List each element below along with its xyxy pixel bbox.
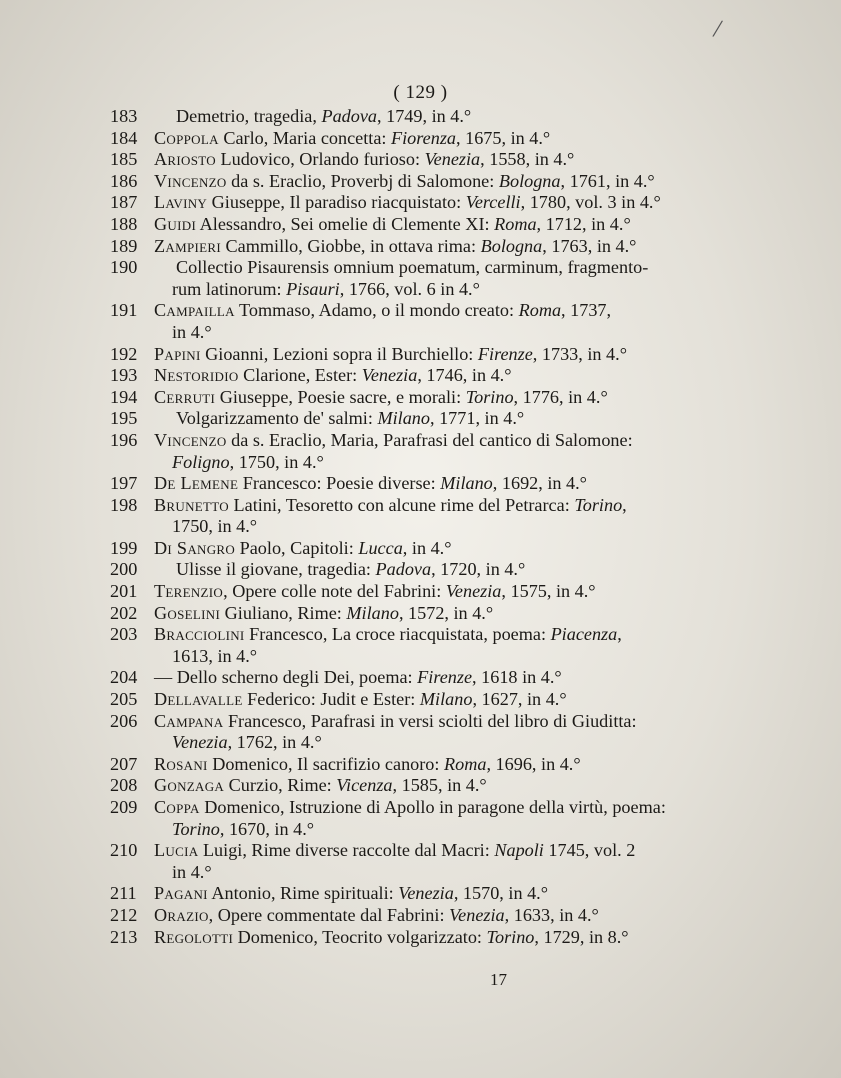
entry-number: 184	[110, 127, 138, 148]
catalog-entry	[110, 257, 750, 300]
entry-continuation: in 4.°	[172, 861, 212, 882]
catalog-entry	[110, 214, 750, 236]
entry-author: Papini	[154, 343, 201, 364]
entry-place: Venezia	[424, 149, 481, 170]
entry-text	[154, 495, 750, 517]
entry-place: Padova	[375, 559, 432, 580]
entry-continuation: 1750, in 4.°	[172, 516, 258, 537]
entry-place: Venezia	[172, 732, 228, 753]
entry-imprint: , 1627, in 4.°	[472, 689, 567, 710]
entry-text	[154, 905, 750, 927]
entry-text	[154, 883, 750, 905]
catalog-entry	[110, 538, 750, 560]
entry-title: — Dello scherno degli Dei, poema:	[154, 667, 413, 688]
entry-number: 213	[110, 926, 138, 947]
entry-continuation: rum latinorum: Pisauri, 1766, vol. 6 in 4.°	[172, 278, 480, 299]
entry-place: Roma	[518, 300, 562, 321]
entry-number: 198	[110, 494, 138, 515]
entry-text	[154, 192, 750, 214]
catalog-entry	[110, 840, 750, 883]
entry-author: Campana	[154, 710, 224, 731]
entry-author: Terenzio	[154, 581, 224, 602]
entry-title: Domenico, Istruzione di Apollo in paragone della virtù, poema:	[204, 797, 666, 817]
catalog-entry	[110, 473, 750, 495]
entry-place: Padova	[321, 106, 378, 126]
catalog-entry	[110, 106, 750, 128]
entry-author: Rosani	[154, 753, 208, 774]
entry-text	[154, 754, 750, 776]
entry-imprint: ,	[617, 624, 622, 645]
entry-text	[154, 257, 750, 279]
entry-continuation: Foligno, 1750, in 4.°	[172, 451, 324, 472]
entry-author: Regolotti	[154, 926, 234, 947]
catalog-entry	[110, 344, 750, 366]
entry-imprint: , 1585, in 4.°	[392, 775, 487, 796]
catalog-entry	[110, 495, 750, 538]
entry-text	[154, 214, 750, 236]
entry-number: 192	[110, 343, 138, 364]
entry-text	[154, 106, 750, 128]
entry-text	[154, 581, 750, 603]
entry-place: Venezia	[361, 365, 418, 386]
entry-number: 212	[110, 904, 138, 925]
entry-text	[154, 149, 750, 171]
entry-imprint: , 1729, in 8.°	[534, 926, 629, 947]
entry-number: 194	[110, 386, 138, 407]
entry-place: Venezia	[445, 581, 502, 602]
entry-place: Firenze	[477, 343, 533, 364]
entry-title: Francesco: Poesie diverse:	[242, 473, 436, 494]
catalog-entry	[110, 149, 750, 171]
entry-title: Gioanni, Lezioni sopra il Burchiello:	[205, 343, 474, 364]
catalog-entry	[110, 905, 750, 927]
entry-place: Bologna	[498, 170, 561, 191]
entry-place: Fiorenza	[391, 127, 457, 148]
entry-imprint: , 1749, in 4.°	[377, 106, 472, 126]
catalog-entry	[110, 300, 750, 343]
catalog-entry	[110, 192, 750, 214]
entry-text	[154, 365, 750, 387]
entry-imprint: , 1763, in 4.°	[542, 235, 637, 256]
entry-number: 195	[110, 408, 138, 429]
entry-number: 209	[110, 797, 138, 817]
entry-text	[154, 840, 750, 862]
catalog-entries	[110, 106, 750, 948]
entry-continuation: in 4.°	[172, 321, 212, 342]
entry-author: Guidi	[154, 213, 197, 234]
entry-author: Coppola	[154, 127, 219, 148]
entry-author: Bracciolini	[154, 624, 245, 645]
entry-number: 206	[110, 710, 138, 731]
entry-author: Pagani	[154, 883, 208, 904]
page-header: ( 129 )	[393, 82, 448, 103]
entry-title: Alessandro, Sei omelie di Clemente XI:	[199, 213, 490, 234]
entry-place: Pisauri	[286, 278, 340, 299]
entry-place: Milano	[419, 689, 473, 710]
entry-number: 183	[110, 106, 138, 126]
entry-imprint: , 1780, vol. 3 in 4.°	[520, 192, 661, 213]
entry-imprint: , 1771, in 4.°	[429, 408, 525, 429]
entry-number: 203	[110, 624, 138, 645]
entry-title: Carlo, Maria concetta:	[223, 127, 387, 148]
entry-author: De Lemene	[154, 473, 239, 494]
catalog-entry	[110, 927, 750, 949]
entry-author: Laviny	[154, 192, 208, 213]
entry-place: Roma	[444, 753, 487, 774]
entry-number: 205	[110, 689, 138, 710]
entry-imprint: , 1761, in 4.°	[560, 170, 655, 191]
entry-title: Giuseppe, Poesie sacre, e morali:	[219, 386, 462, 407]
entry-imprint: , 1696, in 4.°	[486, 753, 581, 774]
entry-author: Ariosto	[154, 149, 216, 170]
entry-place: Piacenza	[550, 624, 618, 645]
entry-number: 207	[110, 753, 138, 774]
entry-imprint: , 1692, in 4.°	[492, 473, 587, 494]
entry-place: Venezia	[449, 904, 505, 925]
entry-place: Torino	[172, 818, 220, 839]
entry-title: Tommaso, Adamo, o il mondo creato:	[239, 300, 515, 321]
entry-continuation: Torino, 1670, in 4.°	[172, 818, 315, 839]
catalog-entry	[110, 387, 750, 409]
entry-imprint: , 1712, in 4.°	[536, 213, 631, 234]
entry-imprint: , 1733, in 4.°	[532, 343, 627, 364]
entry-place: Milano	[346, 602, 399, 623]
entry-place: Vicenza	[336, 775, 393, 796]
entry-number: 201	[110, 581, 138, 602]
entry-text	[154, 603, 750, 625]
entry-number: 204	[110, 667, 138, 688]
catalog-entry	[110, 754, 750, 776]
entry-author: Goselini	[154, 602, 221, 623]
entry-number: 193	[110, 365, 138, 386]
entry-text	[154, 927, 750, 949]
entry-title: Francesco, La croce riacquistata, poema:	[249, 624, 547, 645]
catalog-entry	[110, 711, 750, 754]
entry-title: Giuliano, Rime:	[224, 602, 342, 623]
entry-author: Di Sangro	[154, 537, 236, 558]
entry-title: Ludovico, Orlando furioso:	[220, 149, 421, 170]
entry-number: 202	[110, 602, 138, 623]
corner-mark: /	[710, 13, 725, 44]
entry-place: Napoli	[494, 840, 544, 861]
entry-number: 208	[110, 775, 138, 796]
entry-number: 210	[110, 840, 138, 861]
entry-place: Torino	[465, 386, 514, 407]
entry-text	[154, 538, 750, 560]
entry-imprint: 1745, vol. 2	[543, 840, 636, 861]
entry-author: Dellavalle	[154, 689, 243, 710]
entry-number: 187	[110, 192, 138, 213]
entry-number: 185	[110, 149, 138, 170]
entry-imprint: , 1618 in 4.°	[472, 667, 562, 688]
entry-title: Volgarizzamento de' salmi:	[176, 408, 373, 429]
entry-number: 200	[110, 559, 138, 580]
entry-text	[154, 711, 750, 733]
entry-text	[154, 775, 750, 797]
entry-number: 211	[110, 883, 137, 904]
entry-imprint: , in 4.°	[402, 537, 452, 558]
entry-title: , Opere commentate dal Fabrini:	[208, 904, 445, 925]
catalog-entry	[110, 581, 750, 603]
entry-text	[154, 408, 750, 430]
entry-title: da s. Eraclio, Proverbj di Salomone:	[231, 170, 495, 191]
catalog-entry	[110, 797, 750, 840]
entry-title: Antonio, Rime spirituali:	[211, 883, 394, 904]
entry-author: Lucia	[154, 840, 199, 861]
entry-place: Lucca	[358, 537, 403, 558]
entry-author: Zampieri	[154, 235, 221, 256]
entry-place: Firenze	[417, 667, 473, 688]
entry-title: Latini, Tesoretto con alcune rime del Petrarca:	[233, 494, 570, 515]
entry-imprint: , 1737,	[561, 300, 612, 321]
catalog-entry	[110, 689, 750, 711]
entry-number: 197	[110, 473, 138, 494]
entry-title: Demetrio, tragedia,	[176, 106, 317, 126]
entry-title: Cammillo, Giobbe, in ottava rima:	[225, 235, 477, 256]
entry-author: Vincenzo	[154, 429, 227, 450]
entry-title: Francesco, Parafrasi in versi sciolti del libro di Giuditta:	[227, 710, 637, 731]
entry-title: Paolo, Capitoli:	[239, 537, 354, 558]
entry-imprint: , 1776, in 4.°	[513, 386, 608, 407]
entry-place: Milano	[377, 408, 430, 429]
entry-number: 189	[110, 235, 138, 256]
catalog-entry	[110, 430, 750, 473]
entry-imprint: , 1575, in 4.°	[501, 581, 596, 602]
entry-text	[154, 624, 750, 646]
entry-continuation: Venezia, 1762, in 4.°	[172, 732, 322, 753]
entry-place: Torino	[486, 926, 535, 947]
entry-author: Cerruti	[154, 386, 216, 407]
catalog-entry	[110, 667, 750, 689]
catalog-entry	[110, 171, 750, 193]
entry-place: Bologna	[480, 235, 543, 256]
entry-text	[154, 559, 750, 581]
entry-text	[154, 171, 750, 193]
entry-title: Domenico, Teocrito volgarizzato:	[237, 926, 482, 947]
entry-title: Luigi, Rime diverse raccolte dal Macri:	[202, 840, 490, 861]
catalog-entry	[110, 559, 750, 581]
entry-imprint: , 1633, in 4.°	[504, 904, 599, 925]
entry-author: Vincenzo	[154, 170, 227, 191]
entry-text	[154, 344, 750, 366]
entry-author: Gonzaga	[154, 775, 225, 796]
entry-text	[154, 236, 750, 258]
entry-title: Curzio, Rime:	[228, 775, 332, 796]
entry-place: Foligno	[172, 451, 230, 472]
entry-number: 190	[110, 257, 138, 278]
entry-place: Milano	[440, 473, 493, 494]
entry-author: Coppa	[154, 797, 200, 817]
entry-text	[154, 300, 750, 322]
entry-author: Campailla	[154, 300, 235, 321]
entry-number: 199	[110, 537, 138, 558]
entry-number: 191	[110, 300, 138, 321]
entry-text	[154, 387, 750, 409]
entry-imprint: , 1720, in 4.°	[431, 559, 526, 580]
entry-number: 186	[110, 170, 138, 191]
catalog-entry	[110, 365, 750, 387]
entry-number: 196	[110, 429, 138, 450]
entry-text	[154, 473, 750, 495]
entry-title: , Opere colle note del Fabrini:	[223, 581, 442, 602]
entry-text	[154, 689, 750, 711]
entry-text	[154, 667, 750, 689]
entry-imprint: , 1746, in 4.°	[417, 365, 512, 386]
catalog-entry	[110, 128, 750, 150]
entry-imprint: , 1558, in 4.°	[480, 149, 575, 170]
entry-text	[154, 430, 750, 452]
entry-title: Domenico, Il sacrifizio canoro:	[212, 753, 440, 774]
entry-author: Nestoridio	[154, 365, 239, 386]
entry-text	[154, 797, 750, 819]
entry-title: Ulisse il giovane, tragedia:	[176, 559, 371, 580]
catalog-entry	[110, 408, 750, 430]
catalog-entry	[110, 603, 750, 625]
entry-imprint: ,	[622, 494, 627, 515]
entry-imprint: , 1675, in 4.°	[456, 127, 551, 148]
entry-place: Vercelli	[465, 192, 521, 213]
entry-text	[154, 128, 750, 150]
entry-title: da s. Eraclio, Maria, Parafrasi del cantico di Salomone:	[231, 429, 633, 450]
catalog-entry	[110, 883, 750, 905]
signature-mark: 17	[490, 970, 507, 989]
entry-title: Clarione, Ester:	[243, 365, 358, 386]
entry-imprint: , 1570, in 4.°	[453, 883, 548, 904]
catalog-entry	[110, 236, 750, 258]
entry-author: Brunetto	[154, 494, 229, 515]
entry-title: Federico: Judit e Ester:	[247, 689, 416, 710]
entry-number: 188	[110, 213, 138, 234]
entry-title: Collectio Pisaurensis omnium poematum, carminum, fragmento-	[176, 257, 649, 278]
catalog-entry	[110, 624, 750, 667]
entry-place: Roma	[494, 213, 537, 234]
entry-imprint: , 1572, in 4.°	[398, 602, 494, 623]
entry-title: Giuseppe, Il paradiso riacquistato:	[211, 192, 462, 213]
entry-place: Venezia	[398, 883, 454, 904]
entry-continuation: 1613, in 4.°	[172, 645, 258, 666]
entry-author: Orazio	[154, 904, 209, 925]
entry-place: Torino	[574, 494, 623, 515]
catalog-entry	[110, 775, 750, 797]
